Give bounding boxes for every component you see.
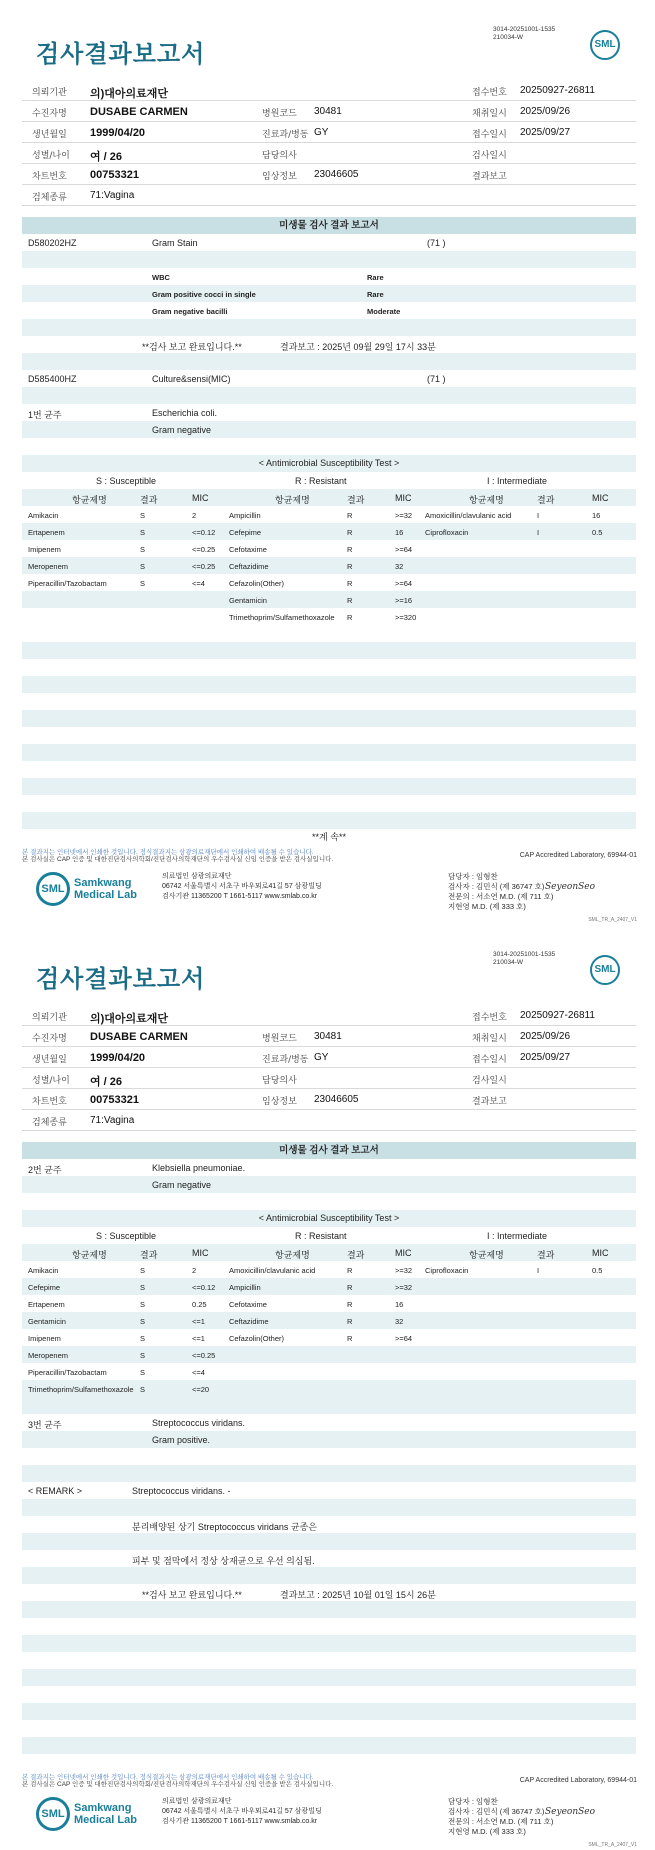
signature: SeyeonSeo <box>545 882 596 892</box>
ast-cell: 2 <box>192 511 197 520</box>
report-page-2 <box>0 925 655 1850</box>
signature: SeyeonSeo <box>545 1807 596 1817</box>
section-header: 미생물 검사 결과 보고서 <box>22 1142 636 1159</box>
ast-cell: Ertapenem <box>28 1300 65 1309</box>
form-version: SML_TR_A_2407_V1 <box>588 917 637 923</box>
ast-cell: 32 <box>395 1317 404 1326</box>
sml-logo-icon: SML <box>590 955 620 985</box>
ast-row <box>22 1295 636 1312</box>
ast-cell: >=32 <box>395 511 413 520</box>
ast-cell: <=1 <box>192 1317 205 1326</box>
ast-cell: 16 <box>592 511 601 520</box>
ast-cell: Meropenem <box>28 562 69 571</box>
ast-cell: Gentamicin <box>28 1317 66 1326</box>
ast-cell: Ceftazidime <box>229 1317 269 1326</box>
ast-cell: R <box>347 1300 353 1309</box>
ast-row <box>22 608 636 625</box>
ast-row <box>22 591 636 608</box>
ast-cell: I <box>537 528 540 537</box>
page-title: 검사결과보고서 <box>36 40 206 68</box>
ast-cell: Amikacin <box>28 511 59 520</box>
ast-cell: R <box>347 562 353 571</box>
ast-cell: S <box>140 579 146 588</box>
ast-cell: Trimethoprim/Sulfamethoxazole <box>229 613 335 622</box>
ast-cell: Cefazolin(Other) <box>229 579 285 588</box>
cap-accreditation: CAP Accredited Laboratory, 69944-01 <box>519 852 637 859</box>
ast-cell: I <box>537 511 540 520</box>
footer-note-2: 본 검사실은 CAP 인증 및 대한진단검사의학회/진단검사의학재단의 우수검사실 신임 인증을 받은 검사실입니다. <box>22 856 334 863</box>
ast-cell: >=16 <box>395 596 413 605</box>
ast-cell: <=1 <box>192 1334 205 1343</box>
ast-cell: Ampicillin <box>229 511 261 520</box>
ast-cell: 2 <box>192 1266 197 1275</box>
ast-row <box>22 1278 636 1295</box>
ast-row <box>22 574 636 591</box>
ast-cell: 0.25 <box>192 1300 207 1309</box>
samkwang-logo: SML Samkwang Medical Lab <box>36 872 137 906</box>
report-code: 3014-20251001-1535 210034-W <box>493 26 556 41</box>
ast-row <box>22 1346 636 1363</box>
ast-cell: Cefotaxime <box>229 545 267 554</box>
ast-row <box>22 1261 636 1278</box>
ast-cell: 16 <box>395 1300 404 1309</box>
ast-row <box>22 557 636 574</box>
ast-cell: R <box>347 579 353 588</box>
ast-cell: Ertapenem <box>28 528 65 537</box>
page-title: 검사결과보고서 <box>36 965 206 993</box>
ast-cell: Ciprofloxacin <box>425 1266 469 1275</box>
ast-cell: R <box>347 596 353 605</box>
ast-cell: Cefazolin(Other) <box>229 1334 285 1343</box>
form-version: SML_TR_A_2407_V1 <box>588 1842 637 1848</box>
ast-cell: <=4 <box>192 1368 205 1377</box>
ast-cell: Amikacin <box>28 1266 59 1275</box>
continued-note: **계 속** <box>312 832 346 842</box>
ast-cell: Cefepime <box>229 528 262 537</box>
ast-cell: S <box>140 1334 146 1343</box>
ast-cell: S <box>140 545 146 554</box>
ast-cell: >=64 <box>395 579 413 588</box>
ast-cell: >=32 <box>395 1283 413 1292</box>
ast-cell: I <box>537 1266 540 1275</box>
ast-cell: Ampicillin <box>229 1283 261 1292</box>
ast-cell: Amoxicillin/clavulanic acid <box>425 511 512 520</box>
footer-address: 의료법인 삼광의료재단 06742 서울특별시 서초구 바우뫼로41길 57 삼광빌딩 검사기관 11365200 T 1661-5117 www.smlab.co.kr <box>162 873 322 900</box>
footer-note: 본 결과지는 인터넷에서 인쇄한 것입니다. 정식결과지는 삼광의료재단에서 인쇄하여 배송될 수 있습니다. <box>22 849 314 856</box>
ast-cell: S <box>140 562 146 571</box>
ast-cell: Ciprofloxacin <box>425 528 469 537</box>
ast-cell: R <box>347 1317 353 1326</box>
samkwang-logo: SML Samkwang Medical Lab <box>36 1797 137 1831</box>
ast-cell: R <box>347 1266 353 1275</box>
ast-cell: <=0.25 <box>192 562 216 571</box>
ast-cell: <=0.25 <box>192 1351 216 1360</box>
footer-signers: 담당자 : 임형찬 검사자 : 김민식 (제 36747 호) 전문의 : 서소연 M.D. (제 711 호) 지현영 M.D. (제 333 호) <box>448 872 554 911</box>
ast-row <box>22 506 636 523</box>
ast-cell: Imipenem <box>28 545 61 554</box>
ast-cell: Cefepime <box>28 1283 61 1292</box>
ast-cell: S <box>140 1368 146 1377</box>
ast-cell: S <box>140 1351 146 1360</box>
ast-cell: Ceftazidime <box>229 562 269 571</box>
ast-cell: >=64 <box>395 545 413 554</box>
ast-cell: R <box>347 528 353 537</box>
ast-cell: S <box>140 1317 146 1326</box>
ast-cell: Gentamicin <box>229 596 267 605</box>
cap-accreditation: CAP Accredited Laboratory, 69944-01 <box>519 1777 637 1784</box>
ast-title: < Antimicrobial Susceptibility Test > <box>22 455 636 472</box>
ast-row <box>22 1380 636 1397</box>
patient-info: 의뢰기관 의)대아의료재단 접수번호 20250927-26811 수진자명 DUSABE CARMEN 병원코드 30481 채취일시 2025/09/26 생년월일 1999/04/20 진료과/병동 GY 접수일시 2025/09/27 성별/나이 여 / 26 담당의사 검사일시 차트번호 00753321 임상정보 23046605 결과보고 검체종류 71:Vagina <box>22 80 636 206</box>
ast-row <box>22 540 636 557</box>
footer-note: 본 결과지는 인터넷에서 인쇄한 것입니다. 정식결과지는 삼광의료재단에서 인쇄하여 배송될 수 있습니다. <box>22 1774 314 1781</box>
ast-cell: <=4 <box>192 579 205 588</box>
ast-cell: <=0.25 <box>192 545 216 554</box>
ast-cell: 0.5 <box>592 528 603 537</box>
ast-cell: Piperacillin/Tazobactam <box>28 579 107 588</box>
ast-cell: S <box>140 1283 146 1292</box>
result-table: 미생물 검사 결과 보고서 D580202HZ Gram Stain (71 ) WBC Rare Gram positive cocci in single Rare Gram negative bacilli Moderate **검사 보고 완료입니다.** 결과보고 : 2025년 09월 29일 17시 33분 D585400HZ Culture&sensi(MIC) (71 ) 1번 균주 Escherichia coli. Gram negative < Antimicrobial Susceptibility Test > S : Susceptible R : Resistant I : Intermediate 항균제명 결과 MIC 항균제명 결과 MIC 항균제명 결과 MIC Amikacin S 2 Ampicillin R >=32 Amoxicillin/clavulanic acid I 16 Ertapenem S <=0.12 Cefepime R 16 Ciprofloxacin I 0.5 Imipenem S <=0.25 Cefotaxime R >=64 Meropenem S <=0.25 Ceftazidime R 32 Piperacillin/Tazobactam S <=4 Cefazolin(Other) R >=64 Gentamicin R >=16 Trimethoprim/Sulfamethoxazole R >=320 **계 속** <box>22 217 636 846</box>
ast-cell: S <box>140 511 146 520</box>
ast-cell: Imipenem <box>28 1334 61 1343</box>
ast-cell: R <box>347 613 353 622</box>
report-code: 3014-20251001-1535 210034-W <box>493 951 556 966</box>
ast-cell: >=64 <box>395 1334 413 1343</box>
sml-logo-icon: SML <box>590 30 620 60</box>
ast-cell: S <box>140 1300 146 1309</box>
ast-cell: Amoxicillin/clavulanic acid <box>229 1266 316 1275</box>
ast-cell: <=20 <box>192 1385 210 1394</box>
ast-cell: Piperacillin/Tazobactam <box>28 1368 107 1377</box>
ast-cell: Cefotaxime <box>229 1300 267 1309</box>
patient-info: 의뢰기관 의)대아의료재단 접수번호 20250927-26811 수진자명 DUSABE CARMEN 병원코드 30481 채취일시 2025/09/26 생년월일 1999/04/20 진료과/병동 GY 접수일시 2025/09/27 성별/나이 여 / 26 담당의사 검사일시 차트번호 00753321 임상정보 23046605 결과보고 검체종류 71:Vagina <box>22 1005 636 1131</box>
ast-cell: S <box>140 528 146 537</box>
ast-cell: <=0.12 <box>192 1283 216 1292</box>
ast-cell: Meropenem <box>28 1351 69 1360</box>
result-table: 미생물 검사 결과 보고서 2번 균주 Klebsiella pneumoniae. Gram negative < Antimicrobial Susceptibility Test > S : Susceptible R : Resistant I : Intermediate 항균제명 결과 MIC 항균제명 결과 MIC 항균제명 결과 MIC Amikacin S 2 Amoxicillin/clavulanic acid R >=32 Ciprofloxacin I 0.5 Cefepime S <=0.12 Ampicillin R >=32 Ertapenem S 0.25 Cefotaxime R 16 Gentamicin S <=1 Ceftazidime R 32 Imipenem S <=1 Cefazolin(Other) R >=64 Meropenem S <=0.25 Piperacillin/Tazobactam S <=4 Trimethoprim/Sulfamethoxazole S <=20 3번 균주 Streptococcus viridans. Gram positive. < REMARK > Streptococcus viridans. - 분리배양된 상기 Streptococcus viridans 균종은 피부 및 점막에서 정상 상재균으로 우선 의심됨. **검사 보고 완료입니다.** 결과보고 : 2025년 10월 01일 15시 26분 <box>22 1142 636 1771</box>
footer-note-2: 본 검사실은 CAP 인증 및 대한진단검사의학회/진단검사의학재단의 우수검사실 신임 인증을 받은 검사실입니다. <box>22 1781 334 1788</box>
ast-cell: R <box>347 545 353 554</box>
ast-row <box>22 1363 636 1380</box>
footer-address: 의료법인 삼광의료재단 06742 서울특별시 서초구 바우뫼로41길 57 삼광빌딩 검사기관 11365200 T 1661-5117 www.smlab.co.kr <box>162 1798 322 1825</box>
ast-row <box>22 1329 636 1346</box>
ast-cell: R <box>347 1283 353 1292</box>
ast-cell: Trimethoprim/Sulfamethoxazole <box>28 1385 134 1394</box>
ast-title: < Antimicrobial Susceptibility Test > <box>22 1210 636 1227</box>
ast-cell: R <box>347 1334 353 1343</box>
ast-cell: 16 <box>395 528 404 537</box>
ast-cell: >=320 <box>395 613 417 622</box>
ast-cell: R <box>347 511 353 520</box>
ast-row <box>22 523 636 540</box>
ast-cell: S <box>140 1266 146 1275</box>
ast-cell: >=32 <box>395 1266 413 1275</box>
ast-row <box>22 1312 636 1329</box>
ast-cell: 0.5 <box>592 1266 603 1275</box>
ast-cell: <=0.12 <box>192 528 216 537</box>
ast-cell: S <box>140 1385 146 1394</box>
ast-cell: 32 <box>395 562 404 571</box>
section-header: 미생물 검사 결과 보고서 <box>22 217 636 234</box>
footer-signers: 담당자 : 임형찬 검사자 : 김민식 (제 36747 호) 전문의 : 서소연 M.D. (제 711 호) 지현영 M.D. (제 333 호) <box>448 1797 554 1836</box>
